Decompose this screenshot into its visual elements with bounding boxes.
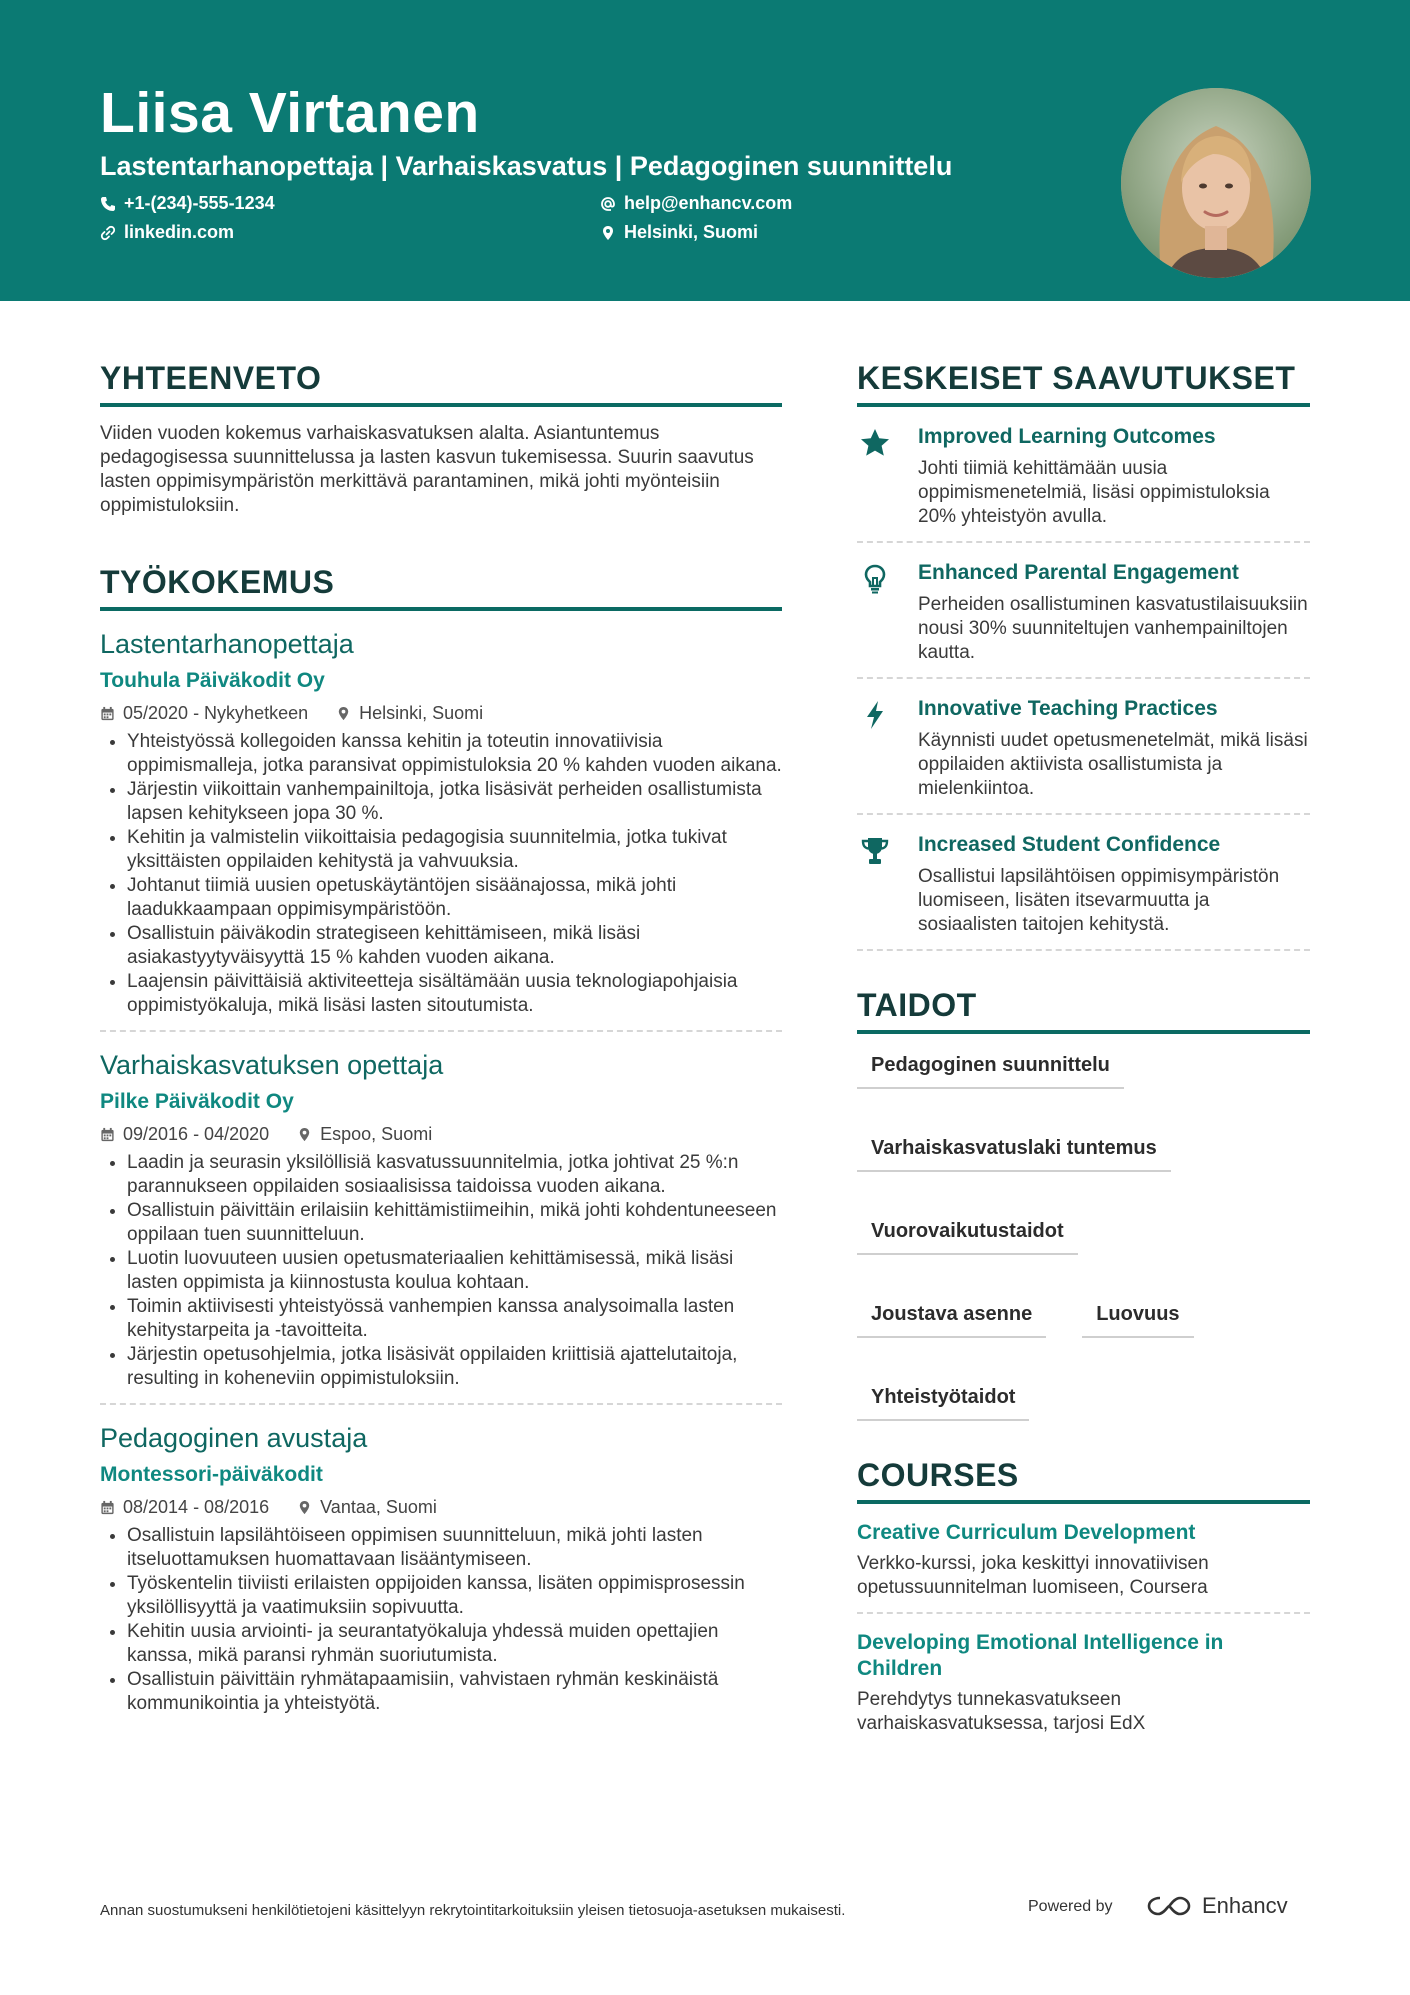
company-name: Montessori-päiväkodit xyxy=(100,1463,323,1486)
powered-by-label: Powered by xyxy=(1028,1898,1113,1915)
job-bullets xyxy=(100,1151,782,1391)
bullet-item: • Osallistuin lapsilähtöiseen oppimisen suunnitteluun, mikä johti lasten itseluottamuksen huomattavaan lisääntymiseen. xyxy=(127,1524,782,1572)
summary-text: Viiden vuoden kokemus varhaiskasvatuksen alalta. Asiantuntemus pedagogisessa suunnittelussa ja lasten kasvun tukemisessa. Suurin saavutus lasten oppimisympäristön merkittävä parantaminen, mikä johti myönteisiin oppimistuloksiin. xyxy=(100,423,754,516)
skill-tag: Vuorovaikutustaidot xyxy=(857,1220,1078,1255)
left-column xyxy=(100,360,782,1716)
bullet-item: • Laajensin päivittäisiä aktiviteetteja sisältämään uusia teknologiapohjaisia oppimistyökaluja, mikä lisäsi lasten sitoutumista. xyxy=(127,970,782,1018)
lightning-icon xyxy=(859,699,891,731)
location-pin-icon xyxy=(297,1127,312,1142)
achievement-desc: Perheiden osallistuminen kasvatustilaisuuksiin nousi 30% suunniteltujen vanhempainiltojen kautta. xyxy=(918,594,1308,663)
job-dates: 09/2016 - 04/2020 xyxy=(123,1124,270,1144)
bullet-item: • Työskentelin tiiviisti erilaisten oppijoiden kanssa, lisäten oppimisprosessin yksilöllisyyttä ja vaatimuksiin sopivuutta. xyxy=(127,1572,782,1620)
achievement-title: Improved Learning Outcomes xyxy=(918,425,1216,448)
email-contact xyxy=(600,193,792,214)
job-location: Helsinki, Suomi xyxy=(359,703,484,723)
course-desc: Verkko-kurssi, joka keskittyi innovatiivisen opetussuunnitelman luomiseen, Coursera xyxy=(857,1553,1209,1598)
bullet-item: • Yhteistyössä kollegoiden kanssa kehitin ja toteutin innovatiivisia oppimismalleja, jotka paransivat oppimistuloksia 20 % kahden vuoden aikana. xyxy=(127,730,782,778)
linkedin-text[interactable]: linkedin.com xyxy=(124,222,235,242)
course-desc: Perehdytys tunnekasvatukseen varhaiskasvatuksessa, tarjosi EdX xyxy=(857,1689,1146,1734)
job-dates: 05/2020 - Nykyhetkeen xyxy=(123,703,309,723)
bullet-item: • Osallistuin päiväkodin strategiseen kehittämiseen, mikä lisäsi asiakastyytyväisyyttä 15 % kahden vuoden aikana. xyxy=(127,922,782,970)
enhancv-logo-icon xyxy=(1146,1894,1192,1918)
lightbulb-icon xyxy=(859,563,891,595)
location-contact xyxy=(600,222,758,243)
at-icon xyxy=(600,196,616,212)
skill-tag: Varhaiskasvatuslaki tuntemus xyxy=(857,1137,1171,1172)
profile-photo xyxy=(1121,88,1311,278)
achievement-desc: Käynnisti uudet opetusmenetelmät, mikä lisäsi oppilaiden aktiivista osallistumista ja mielenkiintoa. xyxy=(918,730,1308,799)
job-title: Varhaiskasvatuksen opettaja xyxy=(100,1050,444,1080)
job-dates: 08/2014 - 08/2016 xyxy=(123,1497,270,1517)
skill-tag: Luovuus xyxy=(1082,1303,1193,1338)
achievement-title: Enhanced Parental Engagement xyxy=(918,561,1239,584)
job-title: Pedagoginen avustaja xyxy=(100,1423,368,1453)
job-bullets xyxy=(100,1524,782,1716)
achievement-title: Innovative Teaching Practices xyxy=(918,697,1218,720)
achievement-item xyxy=(857,543,1310,679)
job-title: Lastentarhanopettaja xyxy=(100,629,354,659)
right-column xyxy=(857,360,1310,1748)
achievement-item xyxy=(857,679,1310,815)
skill-tag: Yhteistyötaidot xyxy=(857,1386,1029,1421)
company-name: Pilke Päiväkodit Oy xyxy=(100,1090,294,1113)
candidate-name: Liisa Virtanen xyxy=(100,81,480,145)
course-item xyxy=(857,1504,1310,1614)
course-title: Creative Curriculum Development xyxy=(857,1521,1196,1544)
phone-icon xyxy=(100,196,116,212)
bullet-item: • Kehitin ja valmistelin viikoittaisia pedagogisia suunnitelmia, jotka tukivat yksittäisten oppilaiden kehitystä ja vahvuuksia. xyxy=(127,826,782,874)
header-banner xyxy=(0,0,1410,301)
job-meta xyxy=(100,1497,782,1518)
job-meta xyxy=(100,1124,782,1145)
divider xyxy=(100,1030,782,1032)
calendar-icon xyxy=(100,706,115,721)
job-entry xyxy=(100,1050,782,1405)
courses-heading: COURSES xyxy=(857,1457,1310,1504)
bullet-item: • Osallistuin päivittäin erilaisiin kehittämistiimeihin, mikä johti kohdentuneeseen oppilaan tuen suunnitteluun. xyxy=(127,1199,782,1247)
achievement-item xyxy=(857,407,1310,543)
bullet-item: • Osallistuin päivittäin ryhmätapaamisiin, vahvistaen ryhmän keskinäistä kommunikointia ja yhteistyötä. xyxy=(127,1668,782,1716)
bullet-item: • Toimin aktiivisesti yhteistyössä vanhempien kanssa analysoimalla lasten kehitystarpeita ja -tavoitteita. xyxy=(127,1295,782,1343)
star-icon xyxy=(859,427,891,459)
location-pin-icon xyxy=(297,1500,312,1515)
calendar-icon xyxy=(100,1127,115,1142)
job-location: Espoo, Suomi xyxy=(320,1124,433,1144)
company-name: Touhula Päiväkodit Oy xyxy=(100,669,325,692)
job-bullets xyxy=(100,730,782,1018)
candidate-subtitle: Lastentarhanopettaja | Varhaiskasvatus | Pedagoginen suunnittelu xyxy=(100,151,953,181)
job-entry xyxy=(100,629,782,1032)
job-entry xyxy=(100,1423,782,1716)
email-text[interactable]: help@enhancv.com xyxy=(624,193,793,213)
course-title: Developing Emotional Intelligence in Children xyxy=(857,1631,1224,1680)
linkedin-contact xyxy=(100,222,234,243)
trophy-icon xyxy=(859,835,891,867)
skill-tag: Pedagoginen suunnittelu xyxy=(857,1054,1124,1089)
bullet-item: • Kehitin uusia arviointi- ja seurantatyökaluja yhdessä muiden opettajien kanssa, mikä paransi ryhmän suoriutumista. xyxy=(127,1620,782,1668)
bullet-item: • Järjestin viikoittain vanhempainiltoja, jotka lisäsivät perheiden osallistumista lapsen kehitykseen jopa 30 %. xyxy=(127,778,782,826)
brand-name: Enhancv xyxy=(1202,1893,1288,1918)
location-text: Helsinki, Suomi xyxy=(624,222,759,242)
bullet-item: • Johtanut tiimiä uusien opetuskäytäntöjen sisäänajossa, mikä johti laadukkaampaan oppimisympäristöön. xyxy=(127,874,782,922)
job-location: Vantaa, Suomi xyxy=(320,1497,437,1517)
bullet-item: • Järjestin opetusohjelmia, jotka lisäsivät oppilaiden kriittisiä ajattelutaitoja, resulting in koheneviin oppimistuloksiin. xyxy=(127,1343,782,1391)
achievement-desc: Johti tiimiä kehittämään uusia oppimismenetelmiä, lisäsi oppimistuloksia 20% yhteistyön avulla. xyxy=(918,458,1270,527)
gdpr-consent-note: Annan suostumukseni henkilötietojeni käsittelyyn rekrytointitarkoituksiin yleisen tietosuoja-asetuksen mukaisesti. xyxy=(100,1902,846,1919)
link-icon xyxy=(100,225,116,241)
experience-heading: TYÖKOKEMUS xyxy=(100,564,782,611)
phone-contact xyxy=(100,193,275,214)
divider xyxy=(100,1403,782,1405)
skills-list xyxy=(857,1054,1310,1421)
achievement-desc: Osallistui lapsilähtöisen oppimisympäristön luomiseen, lisäten itsevarmuutta ja sosiaalisten taitojen kehitystä. xyxy=(918,866,1280,935)
job-meta xyxy=(100,703,782,724)
skills-heading: TAIDOT xyxy=(857,987,1310,1034)
calendar-icon xyxy=(100,1500,115,1515)
summary-heading: YHTEENVETO xyxy=(100,360,782,407)
skill-tag: Joustava asenne xyxy=(857,1303,1046,1338)
location-pin-icon xyxy=(600,225,616,241)
location-pin-icon xyxy=(336,706,351,721)
achievement-title: Increased Student Confidence xyxy=(918,833,1221,856)
achievement-item xyxy=(857,815,1310,951)
achievements-heading: KESKEISET SAAVUTUKSET xyxy=(857,360,1310,407)
course-item xyxy=(857,1614,1310,1748)
brand-logo[interactable] xyxy=(1146,1893,1288,1919)
bullet-item: • Laadin ja seurasin yksilöllisiä kasvatussuunnitelmia, jotka johtivat 25 %:n parannukseen oppilaiden sosiaalisissa taidoissa vuoden aikana. xyxy=(127,1151,782,1199)
phone-text[interactable]: +1-(234)-555-1234 xyxy=(124,193,275,213)
bullet-item: • Luotin luovuuteen uusien opetusmateriaalien kehittämisessä, mikä lisäsi lasten oppimista ja kiinnostusta koulua kohtaan. xyxy=(127,1247,782,1295)
